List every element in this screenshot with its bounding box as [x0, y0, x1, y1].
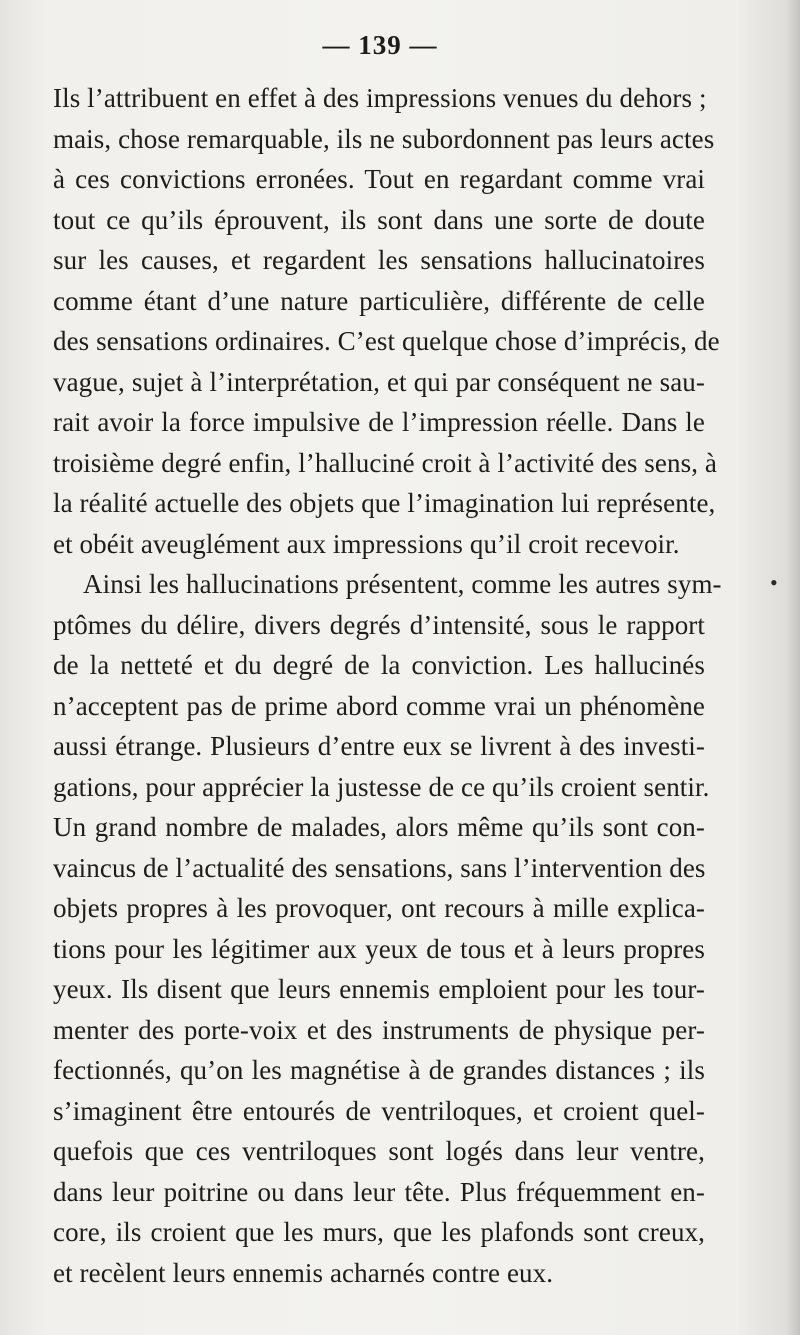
- text-line: la réalité actuelle des objets que l’imagination lui représente,: [53, 488, 716, 518]
- margin-mark: •: [770, 570, 778, 595]
- text-line: n’acceptent pas de prime abord comme vrai un phénomène: [53, 690, 705, 721]
- text-line: et obéit aveuglément aux impressions qu’il croit recevoir.: [53, 528, 680, 559]
- paragraph-2: [53, 564, 722, 1293]
- text-line: Un grand nombre de malades, alors même qu’ils sont con-: [53, 812, 705, 842]
- body-text: [53, 78, 722, 1293]
- text-line: et recèlent leurs ennemis acharnés contre eux.: [53, 1257, 554, 1288]
- text-line: troisième degré enfin, l’halluciné croit à l’activité des sens, à: [53, 447, 717, 478]
- text-line: des sensations ordinaires. C’est quelque chose d’imprécis, de: [53, 326, 720, 356]
- text-line: fectionnés, qu’on les magnétise à de grandes distances ; ils: [53, 1055, 705, 1085]
- text-line: objets propres à les provoquer, ont recours à mille explica-: [53, 893, 705, 923]
- paragraph-1: [53, 78, 720, 564]
- text-line: gations, pour apprécier la justesse de ce qu’ils croient sentir.: [53, 771, 710, 802]
- text-line: tout ce qu’ils éprouvent, ils sont dans une sorte de doute: [53, 204, 705, 235]
- text-line: yeux. Ils disent que leurs ennemis emploient pour les tour-: [53, 974, 705, 1004]
- text-line: s’imaginent être entourés de ventriloques, et croient quel-: [53, 1095, 705, 1126]
- text-line: comme étant d’une nature particulière, différente de celle: [53, 285, 705, 316]
- page-edge-shadow: [786, 0, 800, 1335]
- text-line: menter des porte-voix et des instruments de physique per-: [53, 1014, 705, 1045]
- text-line: Ils l’attribuent en effet à des impressions venues du dehors ;: [53, 83, 707, 113]
- text-line: de la netteté et du degré de la conviction. Les hallucinés: [53, 650, 705, 680]
- text-line: dans leur poitrine ou dans leur tête. Plus fréquemment en-: [53, 1176, 705, 1207]
- text-line: rait avoir la force impulsive de l’impression réelle. Dans le: [53, 407, 705, 437]
- text-line: ptômes du délire, divers degrés d’intensité, sous le rapport: [53, 609, 705, 640]
- text-line: Ainsi les hallucinations présentent, comme les autres sym-: [83, 569, 722, 599]
- text-line: à ces convictions erronées. Tout en regardant comme vrai: [53, 164, 705, 194]
- text-line: mais, chose remarquable, ils ne subordonnent pas leurs actes: [53, 123, 715, 154]
- text-line: core, ils croient que les murs, que les plafonds sont creux,: [53, 1217, 705, 1247]
- text-line: sur les causes, et regardent les sensations hallucinatoires: [53, 245, 705, 275]
- text-line: tions pour les légitimer aux yeux de tous et à leurs propres: [53, 933, 705, 964]
- page-number: — 139 —: [322, 30, 438, 60]
- text-line: aussi étrange. Plusieurs d’entre eux se livrent à des investi-: [53, 731, 705, 761]
- text-line: vaincus de l’actualité des sensations, sans l’intervention des: [53, 852, 706, 883]
- text-line: vague, sujet à l’interprétation, et qui par conséquent ne sau-: [53, 366, 705, 397]
- text-line: quefois que ces ventriloques sont logés dans leur ventre,: [53, 1136, 705, 1166]
